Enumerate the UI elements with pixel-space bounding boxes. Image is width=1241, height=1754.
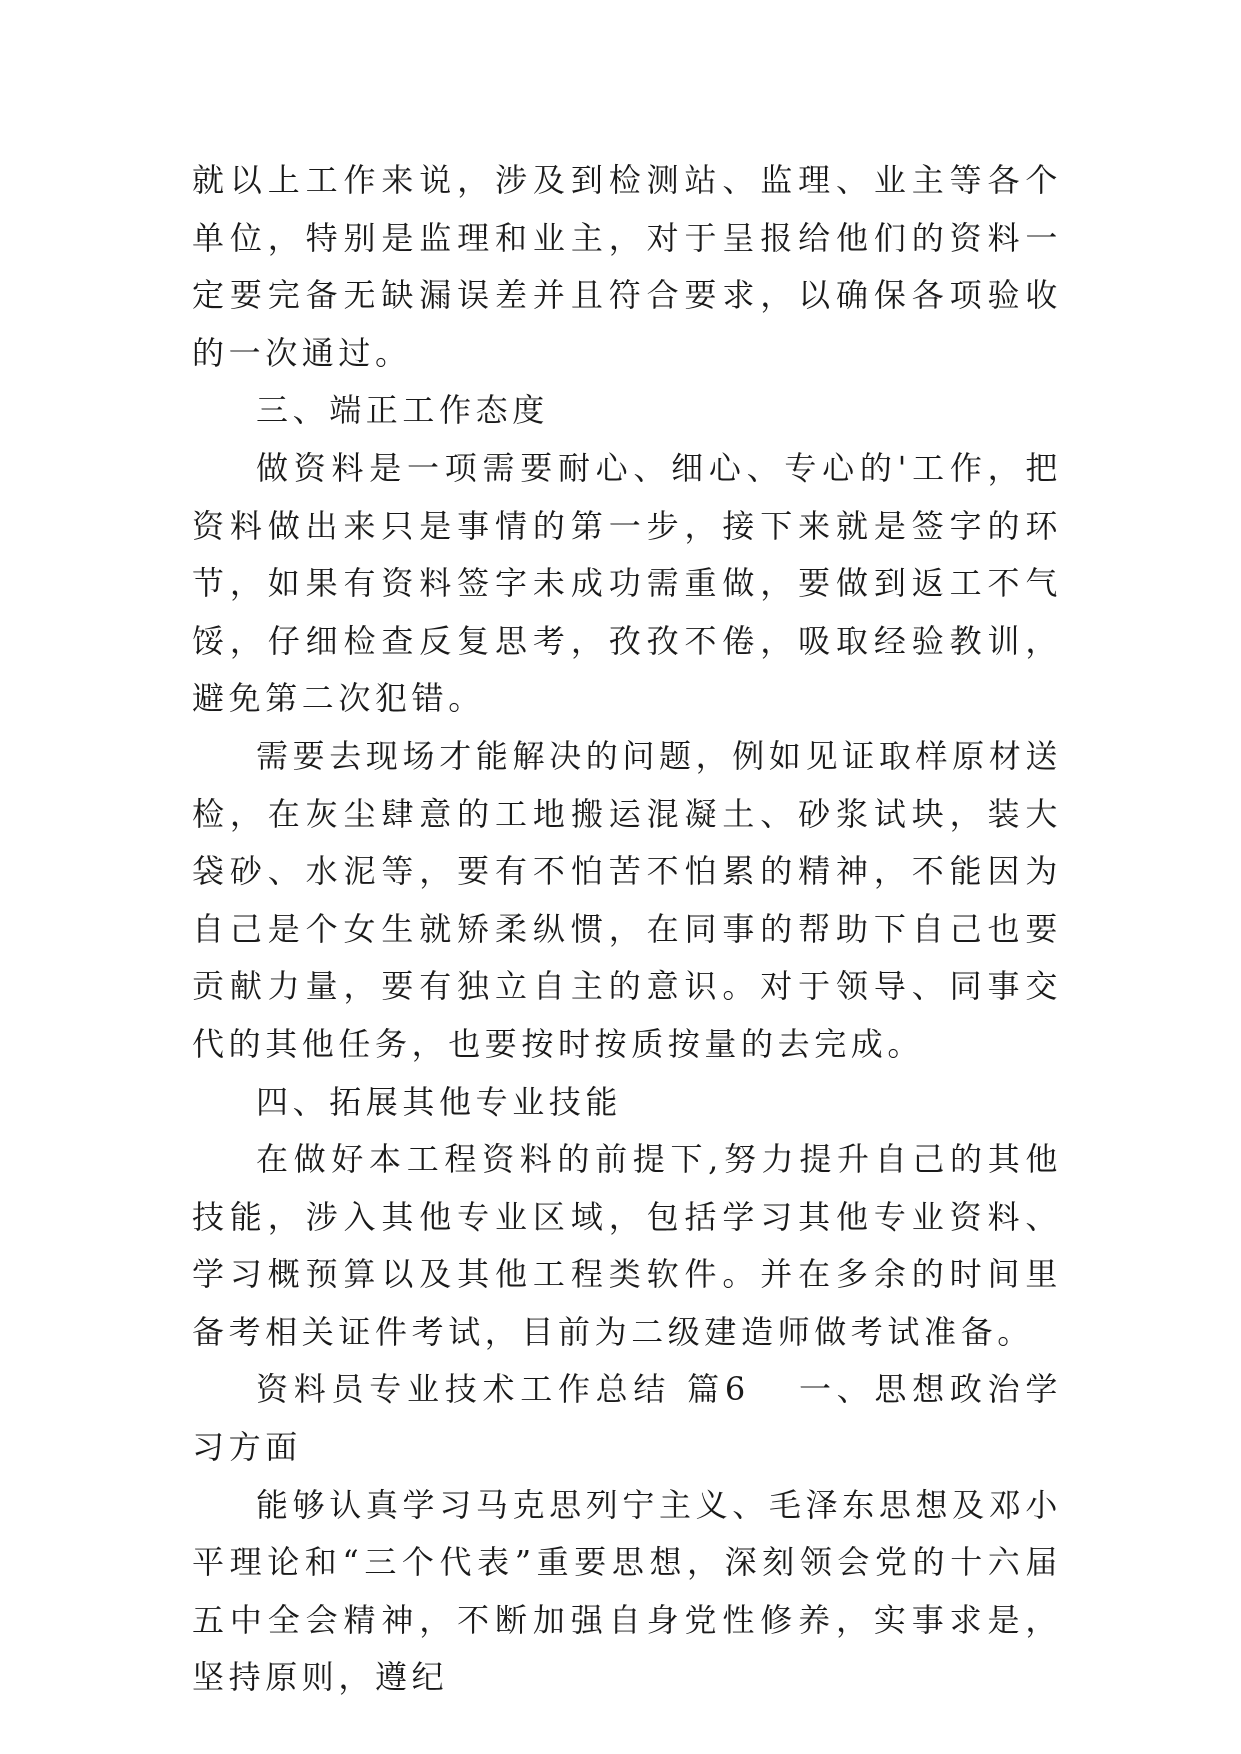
section-heading-four: 四、拓展其他专业技能 [256,1082,623,1121]
paragraph: 能够认真学习马克思列宁主义、毛泽东思想及邓小平理论和“三个代表”重要思想，深刻领会党的十六届五中全会精神，不断加强自身党性修养，实事求是，坚持原则，遵纪 [192,1485,1062,1697]
paragraph: 在做好本工程资料的前提下,努力提升自己的其他技能，涉入其他专业区域，包括学习其他专业资料、学习概预算以及其他工程类软件。并在多余的时间里备考相关证件考试，目前为二级建造师做考试准备。 [192,1140,1062,1351]
paragraph: 需要去现场才能解决的问题，例如见证取样原材送检，在灰尘肆意的工地搬运混凝土、砂浆试块，装大袋砂、水泥等，要有不怕苦不怕累的精神，不能因为自己是个女生就矫柔纵惯，在同事的帮助下自己也要贡献力量，要有独立自主的意识。对于领导、同事交代的其他任务，也要按时按质按量的去完成。 [192,736,1062,1063]
paragraph: 做资料是一项需要耐心、细心、专心的'工作，把资料做出来只是事情的第一步，接下来就是签字的环节，如果有资料签字未成功需重做，要做到返工不气馁，仔细检查反复思考，孜孜不倦，吸取经验教训，避免第二次犯错。 [192,448,1062,718]
document-body [192,152,1062,1707]
section-heading-one: 一、思想政治学习方面 [192,1370,1062,1467]
article-heading [192,1361,1062,1476]
paragraph-continued: 就以上工作来说，涉及到检测站、监理、业主等各个单位，特别是监理和业主，对于呈报给他们的资料一定要完备无缺漏误差并且符合要求，以确保各项验收的一次通过。 [192,161,1062,372]
article-title: 资料员专业技术工作总结 篇6 [256,1370,750,1409]
section-heading-three: 三、端正工作态度 [256,391,549,430]
